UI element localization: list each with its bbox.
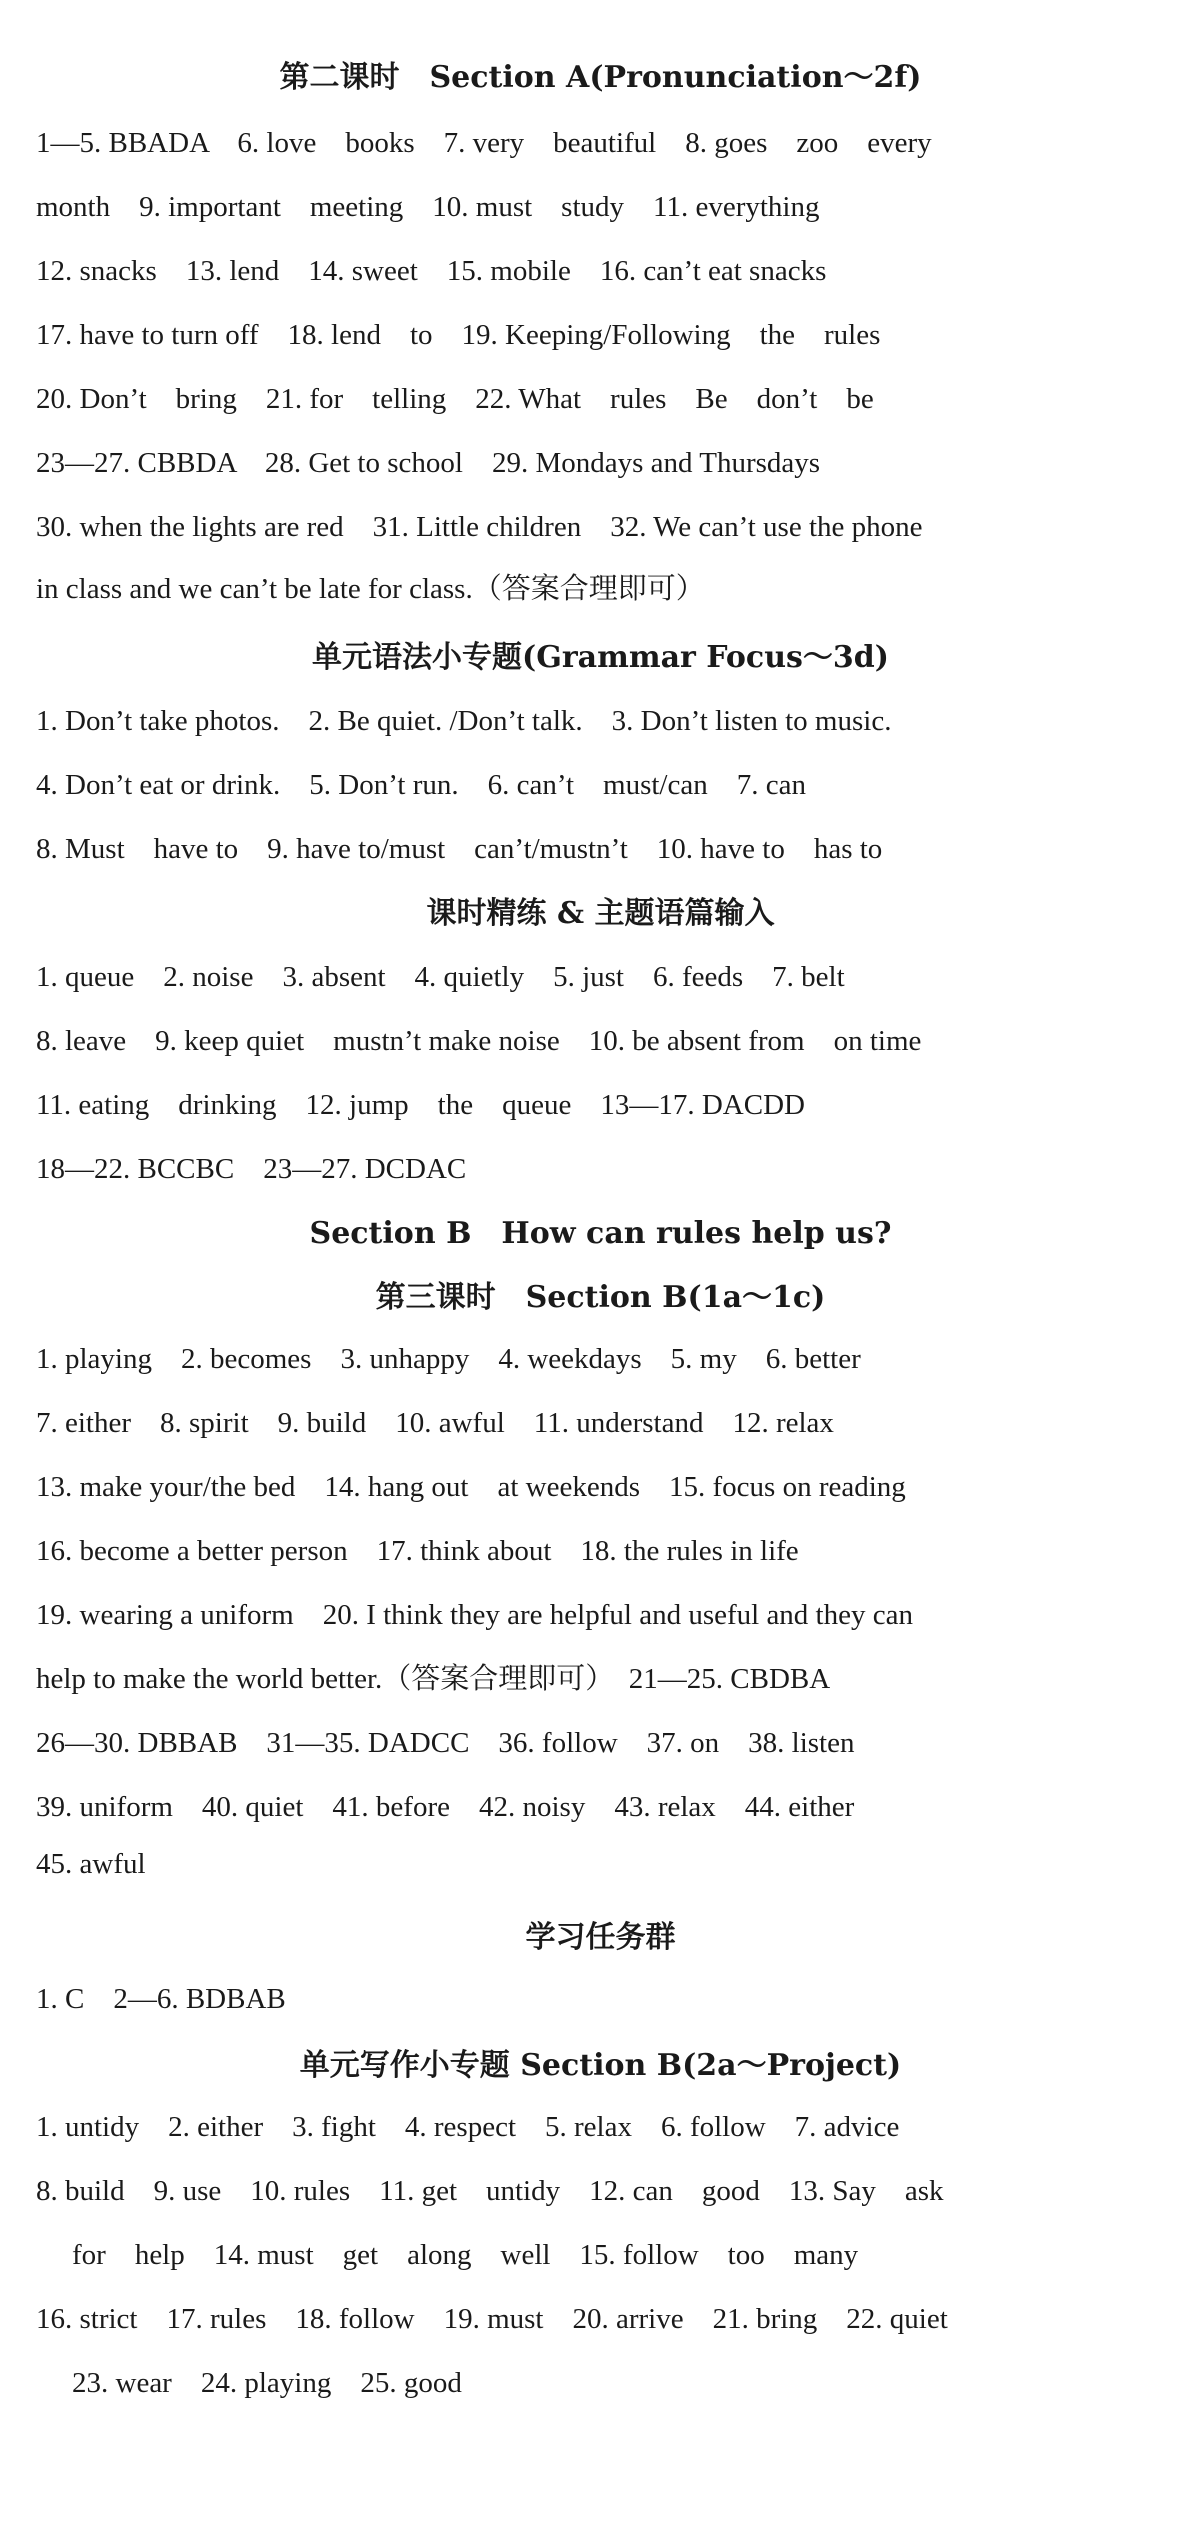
answer-line: 8. leave 9. keep quiet mustn’t make noise 10. be absent from on time: [36, 1025, 922, 1057]
answer-line: 45. awful: [36, 1848, 146, 1880]
answer-line: 7. either 8. spirit 9. build 10. awful 11. understand 12. relax: [36, 1407, 834, 1439]
answer-line: 1. queue 2. noise 3. absent 4. quietly 5. just 6. feeds 7. belt: [36, 961, 845, 993]
answer-line: 18—22. BCCBC 23—27. DCDAC: [36, 1153, 467, 1185]
section-heading: 第二课时 Section A(Pronunciation～2f): [279, 60, 922, 95]
section-heading: 单元写作小专题 Section B(2a～Project): [299, 2048, 902, 2083]
answer-line: 39. uniform 40. quiet 41. before 42. noisy 43. relax 44. either: [36, 1791, 855, 1823]
section-heading: 第三课时 Section B(1a～1c): [375, 1280, 826, 1315]
answer-line: in class and we can’t be late for class.（答案合理即可）: [36, 573, 705, 605]
answer-line: month 9. important meeting 10. must study 11. everything: [36, 191, 820, 223]
answer-line: 23—27. CBBDA 28. Get to school 29. Mondays and Thursdays: [36, 447, 821, 479]
answer-line: 30. when the lights are red 31. Little children 32. We can’t use the phone: [36, 511, 923, 543]
answer-line: 1. playing 2. becomes 3. unhappy 4. weekdays 5. my 6. better: [36, 1343, 861, 1375]
answer-line: 13. make your/the bed 14. hang out at weekends 15. focus on reading: [36, 1471, 906, 1503]
section-heading: 学习任务群: [525, 1920, 676, 1955]
answer-line: 20. Don’t bring 21. for telling 22. What rules Be don’t be: [36, 383, 874, 415]
answer-line: 1. C 2—6. BDBAB: [36, 1983, 286, 2015]
section-heading: Section B How can rules help us?: [309, 1216, 892, 1251]
answer-line: 8. build 9. use 10. rules 11. get untidy 12. can good 13. Say ask: [36, 2175, 944, 2207]
answer-line: 4. Don’t eat or drink. 5. Don’t run. 6. can’t must/can 7. can: [36, 769, 806, 801]
answer-line: 11. eating drinking 12. jump the queue 13—17. DACDD: [36, 1089, 805, 1121]
answer-line: 1. Don’t take photos. 2. Be quiet. /Don’t talk. 3. Don’t listen to music.: [36, 705, 892, 737]
answer-line: 17. have to turn off 18. lend to 19. Keeping/Following the rules: [36, 319, 881, 351]
answer-line: 1. untidy 2. either 3. fight 4. respect 5. relax 6. follow 7. advice: [36, 2111, 900, 2143]
answer-line: 16. become a better person 17. think about 18. the rules in life: [36, 1535, 799, 1567]
section-heading: 单元语法小专题(Grammar Focus～3d): [312, 640, 889, 675]
answer-line: 26—30. DBBAB 31—35. DADCC 36. follow 37. on 38. listen: [36, 1727, 855, 1759]
answer-line: help to make the world better.（答案合理即可） 21—25. CBDBA: [36, 1663, 831, 1695]
section-heading: 课时精练 & 主题语篇输入: [426, 896, 775, 931]
answer-line: for help 14. must get along well 15. follow too many: [72, 2239, 859, 2271]
answer-line: 23. wear 24. playing 25. good: [72, 2367, 462, 2399]
answer-line: 8. Must have to 9. have to/must can’t/mustn’t 10. have to has to: [36, 833, 883, 865]
answer-line: 19. wearing a uniform 20. I think they are helpful and useful and they can: [36, 1599, 913, 1631]
answer-line: 12. snacks 13. lend 14. sweet 15. mobile 16. can’t eat snacks: [36, 255, 827, 287]
answer-line: 16. strict 17. rules 18. follow 19. must 20. arrive 21. bring 22. quiet: [36, 2303, 948, 2335]
answer-line: 1—5. BBADA 6. love books 7. very beautiful 8. goes zoo every: [36, 127, 932, 159]
